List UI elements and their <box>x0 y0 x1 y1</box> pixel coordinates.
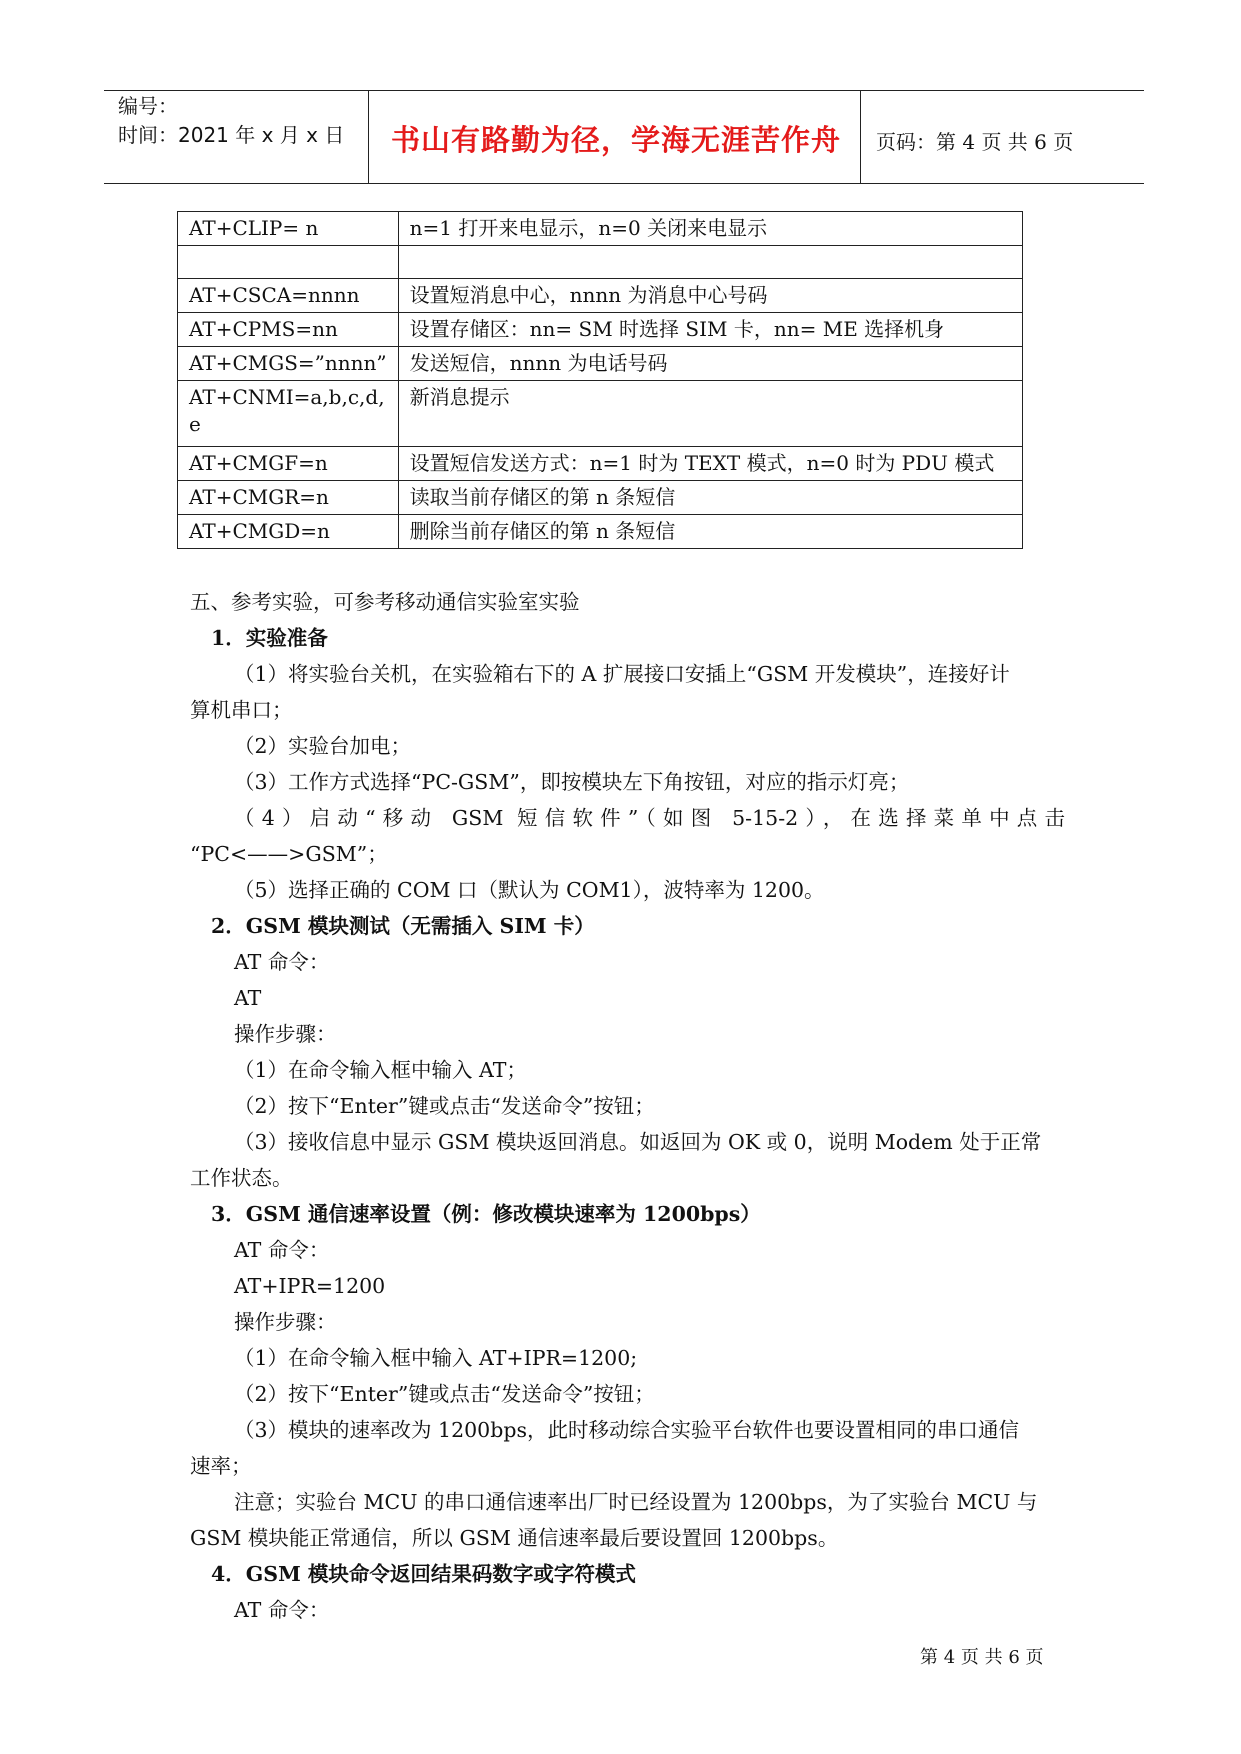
paragraph: （4）启动“移动 GSM 短信软件”（如图 5-15-2），在选择菜单中点击 <box>234 806 1065 830</box>
header-bottom-rule <box>104 183 1144 184</box>
table-row <box>178 212 1023 246</box>
paragraph: AT 命令： <box>234 950 330 974</box>
paragraph: （1）在命令输入框中输入 AT； <box>234 1058 527 1082</box>
subsection-heading: 3．GSM 通信速率设置（例：修改模块速率为 1200bps） <box>211 1202 761 1226</box>
cmd-cell: AT+CSCA=nnnn <box>178 279 399 313</box>
paragraph: AT 命令： <box>234 1238 330 1262</box>
paragraph: （3）工作方式选择“PC-GSM”，即按模块左下角按钮，对应的指示灯亮； <box>234 770 910 794</box>
subsection-heading: 1．实验准备 <box>211 626 328 650</box>
cmd-cell <box>178 246 399 279</box>
table-row <box>178 447 1023 481</box>
header-meta <box>118 92 344 150</box>
header-top-rule <box>104 90 1144 91</box>
table-row <box>178 246 1023 279</box>
table-row <box>178 481 1023 515</box>
paragraph: 算机串口； <box>190 698 293 722</box>
paragraph: （3）接收信息中显示 GSM 模块返回消息。如返回为 OK 或 0，说明 Modem 处于正常 <box>234 1130 1042 1154</box>
paragraph: （2）按下“Enter”键或点击“发送命令”按钮； <box>234 1382 655 1406</box>
paragraph: AT 命令： <box>234 1598 330 1622</box>
paragraph: （5）选择正确的 COM 口（默认为 COM1），波特率为 1200。 <box>234 878 825 902</box>
desc-cell: 新消息提示 <box>398 381 1022 447</box>
paragraph: 速率； <box>190 1454 252 1478</box>
desc-cell <box>398 246 1022 279</box>
desc-cell: 删除当前存储区的第 n 条短信 <box>398 515 1022 549</box>
paragraph: （1）在命令输入框中输入 AT+IPR=1200; <box>234 1346 638 1370</box>
paragraph: （1）将实验台关机，在实验箱右下的 A 扩展接口安插上“GSM 开发模块”，连接好计 <box>234 662 1010 686</box>
cmd-cell: AT+CMGD=n <box>178 515 399 549</box>
paragraph: （3）模块的速率改为 1200bps，此时移动综合实验平台软件也要设置相同的串口通信 <box>234 1418 1019 1442</box>
cmd-cell: AT+CNMI=a,b,c,d,e <box>178 381 399 447</box>
at-command-table <box>177 211 1023 549</box>
table-row <box>178 381 1023 447</box>
paragraph: 操作步骤： <box>234 1022 337 1046</box>
desc-cell: 设置短消息中心，nnnn 为消息中心号码 <box>398 279 1022 313</box>
paragraph: 注意；实验台 MCU 的串口通信速率出厂时已经设置为 1200bps，为了实验台 MCU 与 <box>234 1490 1038 1514</box>
table-row <box>178 347 1023 381</box>
cmd-cell: AT+CLIP= n <box>178 212 399 246</box>
body-text <box>190 584 1065 1628</box>
table-row <box>178 313 1023 347</box>
code-line: AT <box>234 986 262 1010</box>
cmd-cell: AT+CPMS=nn <box>178 313 399 347</box>
desc-cell: 读取当前存储区的第 n 条短信 <box>398 481 1022 515</box>
subsection-heading: 4．GSM 模块命令返回结果码数字或字符模式 <box>211 1562 636 1586</box>
desc-cell: 设置短信发送方式：n=1 时为 TEXT 模式，n=0 时为 PDU 模式 <box>398 447 1022 481</box>
paragraph: （2）实验台加电； <box>234 734 412 758</box>
header-divider-left <box>368 91 369 184</box>
desc-cell: n=1 打开来电显示，n=0 关闭来电显示 <box>398 212 1022 246</box>
cmd-cell: AT+CMGR=n <box>178 481 399 515</box>
section-heading: 五、参考实验，可参考移动通信实验室实验 <box>190 590 580 614</box>
header-motto: 书山有路勤为径，学海无涯苦作舟 <box>390 123 841 157</box>
subsection-heading: 2．GSM 模块测试（无需插入 SIM 卡） <box>211 914 595 938</box>
paragraph: 操作步骤： <box>234 1310 337 1334</box>
desc-cell: 发送短信，nnnn 为电话号码 <box>398 347 1022 381</box>
desc-cell: 设置存储区：nn= SM 时选择 SIM 卡，nn= ME 选择机身 <box>398 313 1022 347</box>
cmd-cell: AT+CMGF=n <box>178 447 399 481</box>
doc-number: 编号： <box>118 94 178 118</box>
paragraph: “PC<——>GSM”； <box>190 842 388 866</box>
paragraph: GSM 模块能正常通信，所以 GSM 通信速率最后要设置回 1200bps。 <box>190 1526 839 1550</box>
code-line: AT+IPR=1200 <box>234 1274 386 1298</box>
header-page-label: 页码：第 4 页 共 6 页 <box>876 130 1074 154</box>
page-footer: 第 4 页 共 6 页 <box>920 1647 1044 1668</box>
paragraph: 工作状态。 <box>190 1166 293 1190</box>
cmd-cell: AT+CMGS=”nnnn” <box>178 347 399 381</box>
paragraph: （2）按下“Enter”键或点击“发送命令”按钮； <box>234 1094 655 1118</box>
table-row <box>178 279 1023 313</box>
doc-time: 时间：2021 年 x 月 x 日 <box>118 123 345 147</box>
table-row <box>178 515 1023 549</box>
